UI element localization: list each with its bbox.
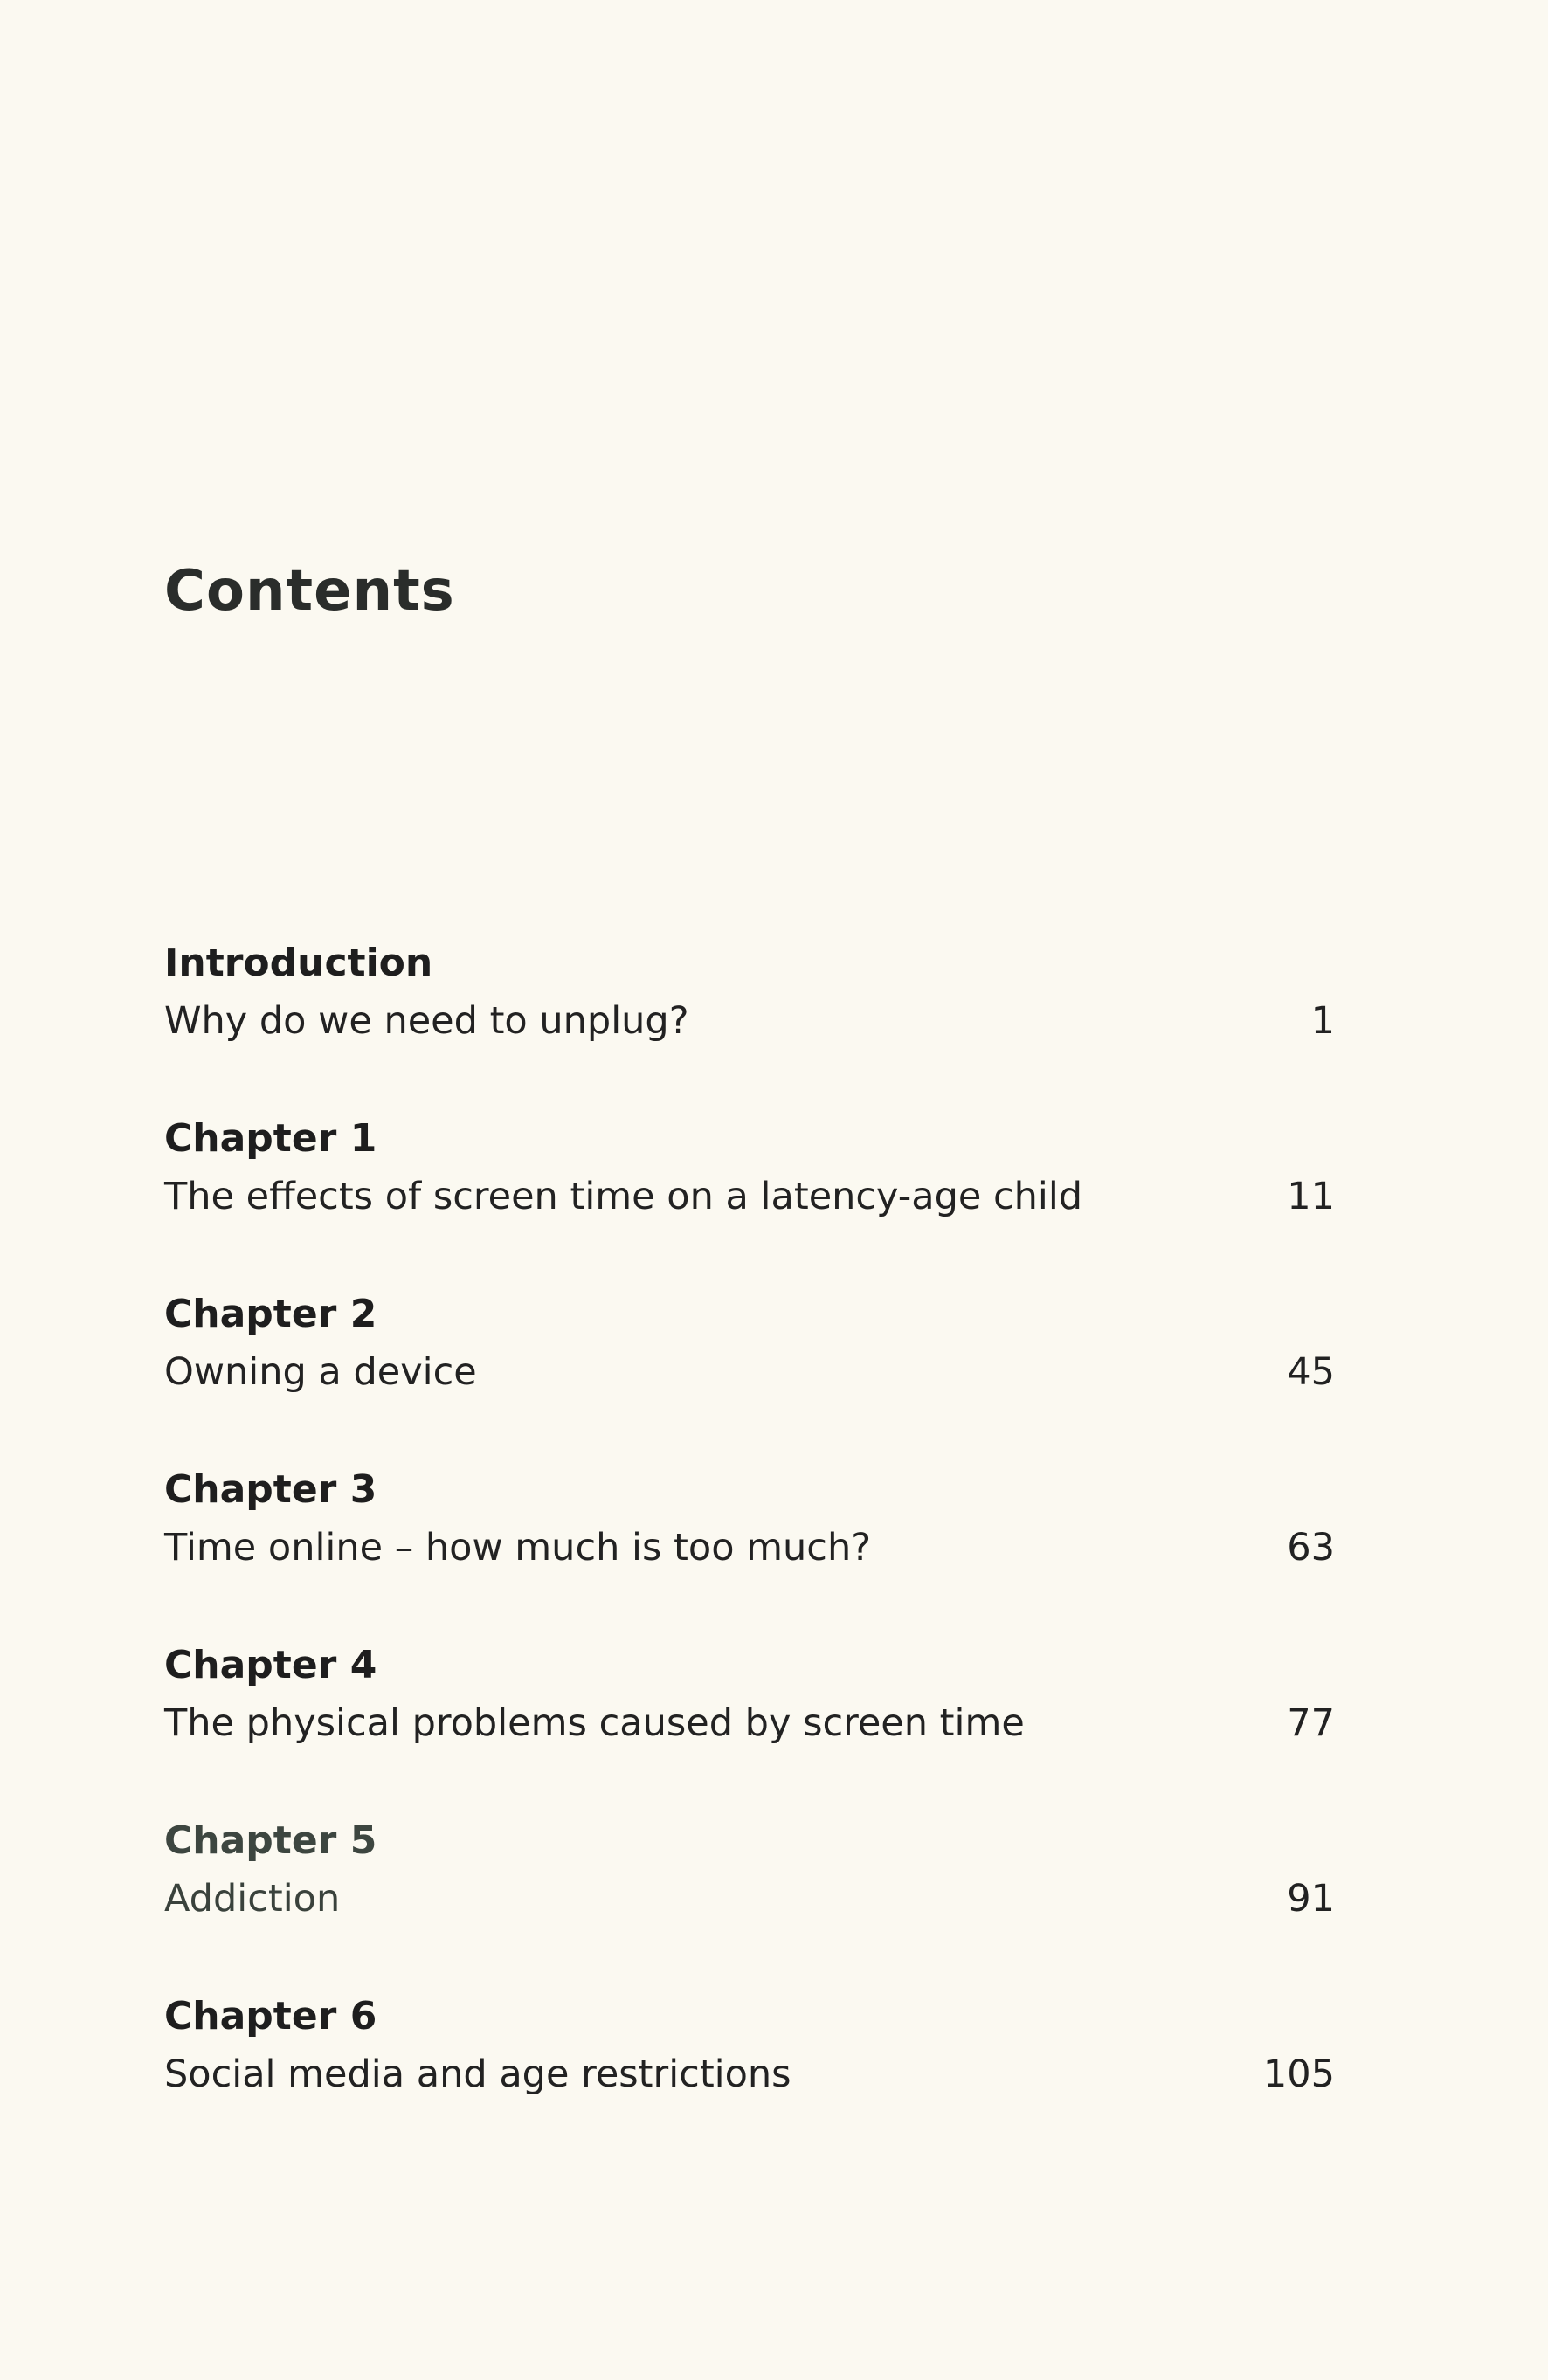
entry-title: Time online – how much is too much?	[164, 1526, 872, 1569]
entry-heading: Chapter 2	[164, 1292, 377, 1336]
entry-title: The effects of screen time on a latency-age child	[164, 1175, 1083, 1218]
entry-page-number: 63	[1287, 1526, 1335, 1569]
entry-title: The physical problems caused by screen time	[164, 1701, 1025, 1745]
entry-heading: Chapter 5	[164, 1818, 377, 1863]
entry-page-number: 77	[1287, 1701, 1335, 1745]
entry-page-number: 45	[1287, 1350, 1335, 1394]
entry-heading: Chapter 1	[164, 1116, 377, 1161]
entry-title: Why do we need to unplug?	[164, 999, 689, 1043]
entry-heading: Introduction	[164, 941, 433, 985]
toc-entry-chapter-1	[164, 1112, 1335, 1287]
entry-page-number: 1	[1310, 999, 1335, 1043]
entry-page-number: 91	[1287, 1877, 1335, 1921]
toc-entry-chapter-5	[164, 1814, 1335, 1990]
page-title: Contents	[164, 559, 455, 624]
entry-heading: Chapter 6	[164, 1994, 377, 2039]
entry-heading: Chapter 4	[164, 1643, 377, 1687]
toc-entry-chapter-3	[164, 1463, 1335, 1638]
toc-entry-introduction	[164, 936, 1335, 1112]
toc-entry-chapter-4	[164, 1638, 1335, 1814]
entry-heading: Chapter 3	[164, 1467, 377, 1512]
entry-title: Owning a device	[164, 1350, 477, 1394]
entry-title: Social media and age restrictions	[164, 2052, 791, 2096]
entry-page-number: 105	[1262, 2052, 1335, 2096]
toc-entry-chapter-6	[164, 1990, 1335, 2165]
entry-title: Addiction	[164, 1877, 341, 1921]
entry-page-number: 11	[1287, 1175, 1335, 1218]
toc-entry-chapter-2	[164, 1287, 1335, 1463]
table-of-contents	[164, 936, 1335, 2165]
